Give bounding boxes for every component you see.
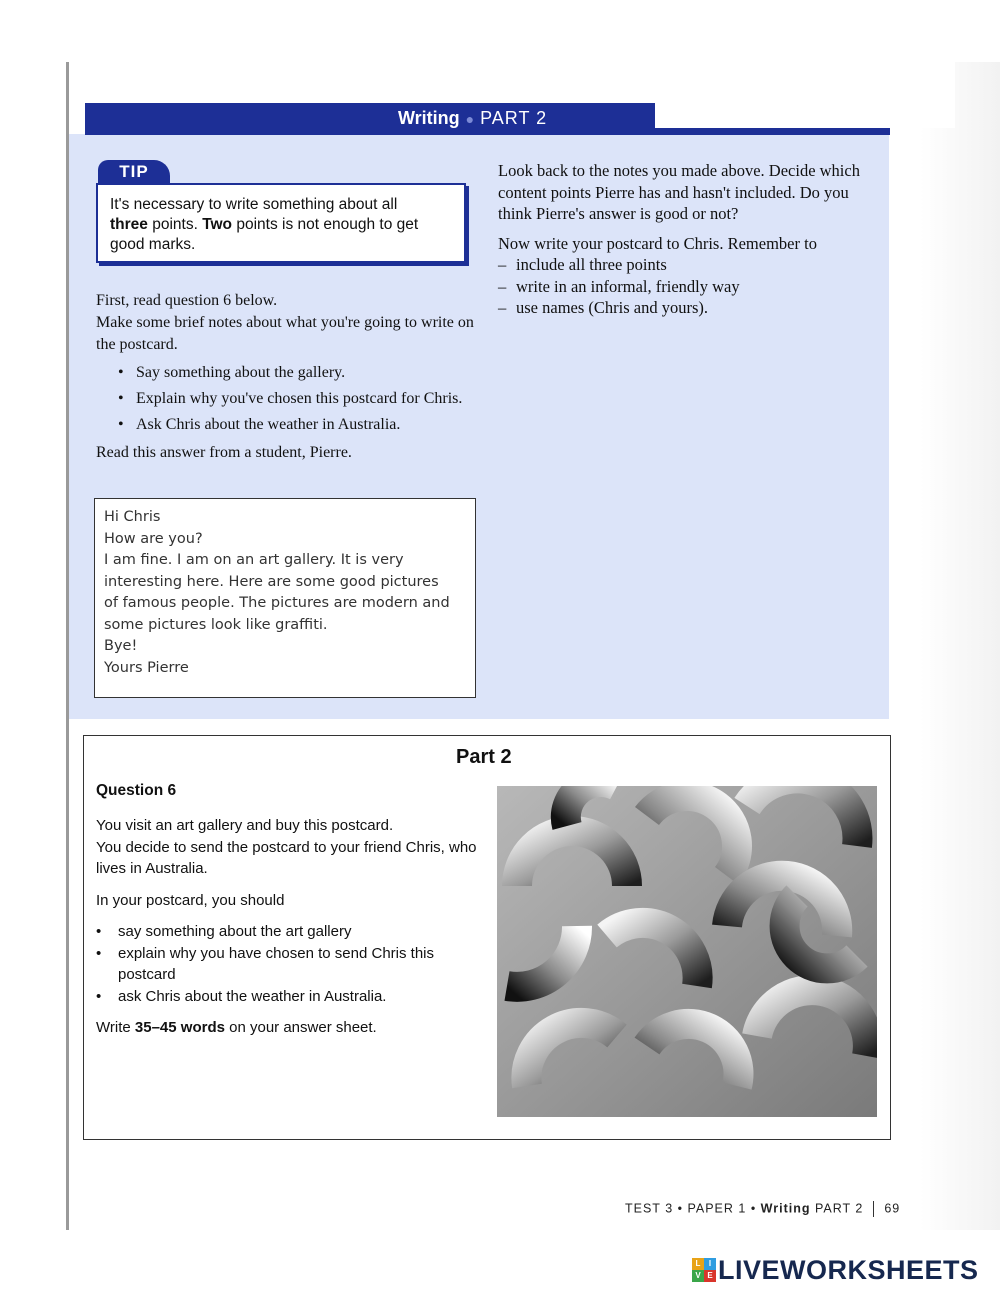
exam-title: Part 2 xyxy=(456,746,512,768)
exam-paragraph-1 xyxy=(96,815,486,880)
tip-bold-three: three xyxy=(110,216,148,233)
question-number: Question 6 xyxy=(96,782,177,799)
letter-line: of famous people. The pictures are modern and xyxy=(104,595,450,611)
tip-end: points is not enough to get xyxy=(232,216,419,233)
logo-letter: L xyxy=(692,1258,704,1270)
list-item: – write in an informal, friendly way xyxy=(498,276,878,298)
liveworksheets-logo-icon xyxy=(692,1258,716,1282)
header-part: PART 2 xyxy=(480,108,548,128)
word-count: 35–45 words xyxy=(134,1019,225,1036)
instruction-read-answer: Read this answer from a student, Pierre. xyxy=(96,444,352,461)
letter-line: How are you? xyxy=(104,530,203,547)
footer-writing: Writing xyxy=(760,1201,811,1216)
instruction-notes: Make some brief notes about what you're going to write on the postcard. xyxy=(96,314,474,353)
word-count-instruction xyxy=(96,1017,486,1039)
page-number: 69 xyxy=(884,1201,901,1216)
write-post: on your answer sheet. xyxy=(224,1019,377,1036)
tip-line-2 xyxy=(110,215,464,235)
student-letter xyxy=(94,498,476,698)
postcard-image xyxy=(497,786,877,1117)
letter-line: Bye! xyxy=(104,638,138,654)
list-item: • say something about the art gallery xyxy=(96,921,486,943)
logo-letter: E xyxy=(704,1270,716,1282)
instruction-first: First, read question 6 below. xyxy=(96,292,278,309)
list-item: • Explain why you've chosen this postcard for Chris. xyxy=(96,388,476,410)
instructions xyxy=(96,290,476,464)
instruction-bullets xyxy=(96,362,476,436)
exam-paragraph-2: In your postcard, you should xyxy=(96,891,285,909)
list-item: • ask Chris about the weather in Australia. xyxy=(96,986,486,1008)
tip-mid: points. xyxy=(147,216,203,233)
list-item: – include all three points xyxy=(498,254,878,276)
logo-letter: I xyxy=(704,1258,716,1270)
header-dot-icon: ● xyxy=(465,111,475,127)
footer-part: PART 2 xyxy=(810,1201,864,1216)
list-item: • Ask Chris about the weather in Australia. xyxy=(96,414,476,436)
footer-test: TEST 3 • PAPER 1 • xyxy=(625,1201,761,1216)
letter-line: Hi Chris xyxy=(104,509,161,525)
tip-box xyxy=(96,183,466,263)
letter-line: some pictures look like graffiti. xyxy=(104,616,328,633)
list-item: – use names (Chris and yours). xyxy=(498,297,878,319)
letter-line: interesting here. Here are some good pictures xyxy=(104,573,439,590)
tip-line-3: good marks. xyxy=(110,236,196,253)
brand-name: LIVEWORKSHEETS xyxy=(718,1254,979,1285)
section-header-title xyxy=(398,104,547,132)
letter-line: Yours Pierre xyxy=(104,659,189,676)
liveworksheets-brand xyxy=(692,1253,979,1287)
page-footer xyxy=(625,1201,900,1217)
now-write-line: Now write your postcard to Chris. Remember to xyxy=(498,233,817,253)
list-item: • Say something about the gallery. xyxy=(96,362,476,384)
logo-letter: V xyxy=(692,1270,704,1282)
tip-label: TIP xyxy=(98,160,170,184)
footer-divider xyxy=(873,1201,874,1217)
header-section: Writing xyxy=(398,108,460,128)
page-corner-highlight xyxy=(655,62,955,128)
tip-bold-two: Two xyxy=(202,216,233,233)
right-column xyxy=(498,160,878,319)
checklist xyxy=(498,254,878,319)
tip-line-1: It's necessary to write something about all xyxy=(110,196,398,213)
look-back-paragraph: Look back to the notes you made above. Decide which content points Pierre has and hasn't included. Do you think Pierre's answer is good or not? xyxy=(498,161,860,223)
letter-line: I am fine. I am on an art gallery. It is very xyxy=(104,552,404,568)
exam-para1-line2: You decide to send the postcard to your friend Chris, who lives in Australia. xyxy=(96,838,477,877)
write-pre: Write xyxy=(96,1019,135,1036)
exam-text xyxy=(96,815,486,1049)
exam-para1-line1: You visit an art gallery and buy this postcard. xyxy=(96,817,394,834)
abstract-arcs-artwork xyxy=(497,786,877,1117)
list-item: • explain why you have chosen to send Chris this postcard xyxy=(96,943,486,986)
exam-bullets xyxy=(96,921,486,1007)
